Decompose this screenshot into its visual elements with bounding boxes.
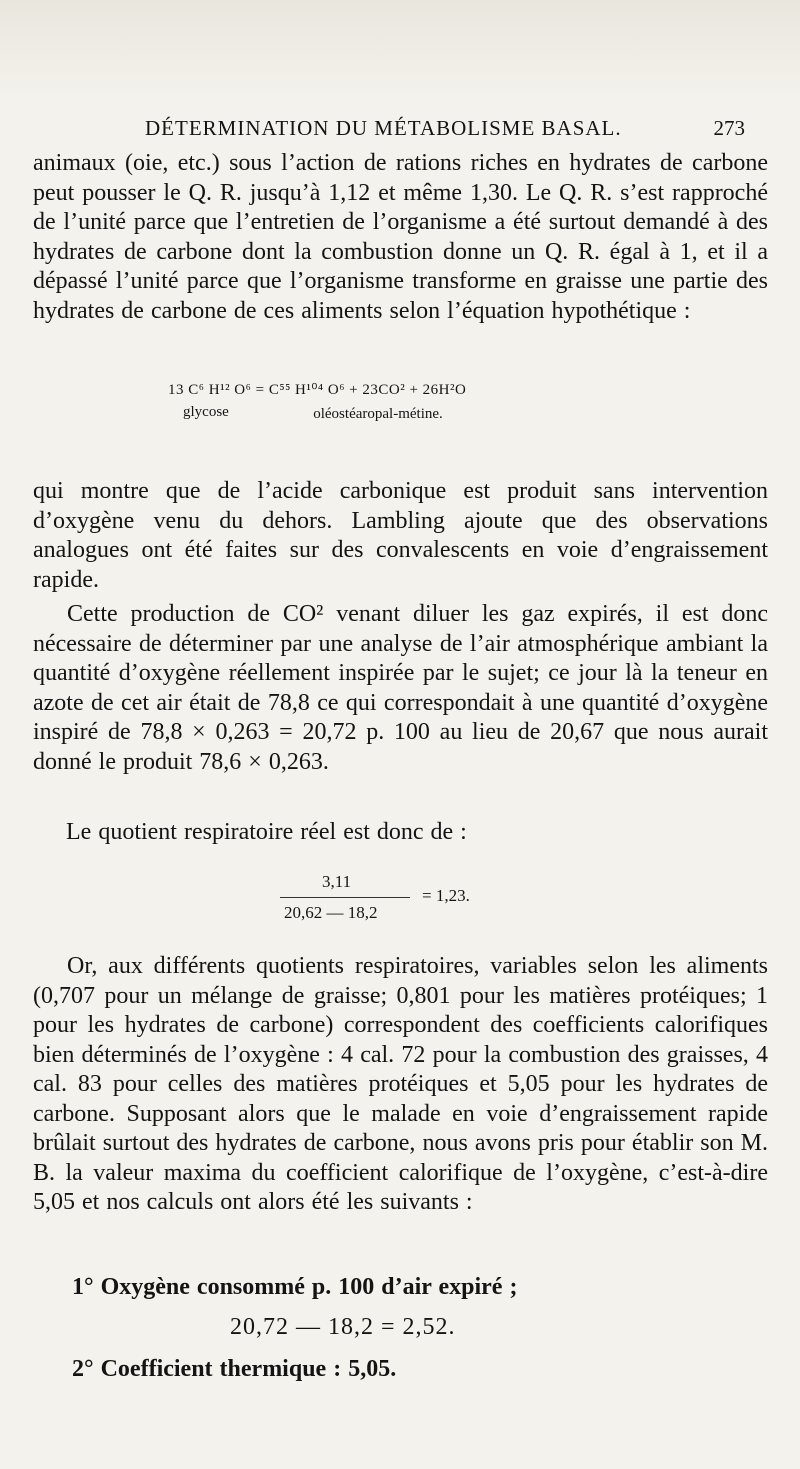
- equation-label-glycose: glycose: [183, 404, 229, 420]
- page-number: 273: [713, 116, 745, 140]
- list-item-2: [72, 1355, 752, 1385]
- running-title: DÉTERMINATION DU MÉTABOLISME BASAL.: [145, 116, 622, 140]
- fraction-result: = 1,23.: [422, 886, 470, 905]
- paragraph-2: qui montre que de l’acide carbonique est produit sans intervention d’oxygène venu du dehors. Lambling ajoute que des observations analogues ont été faites sur des convalescents en voie d’engraissement rapide.: [33, 478, 768, 593]
- paragraph-1: animaux (oie, etc.) sous l’action de rations riches en hydrates de carbone peut pousser le Q. R. jusqu’à 1,12 et même 1,30. Le Q. R. s’est rapproché de l’unité parce que l’entretien de l’organisme a été surtout demandé à des hydrates de carbone dont la combustion donne un Q. R. égal à 1, et il a dépassé l’unité parce que l’organisme transforme en graisse une partie des hydrates de carbone de ces aliments selon l’équation hypothétique :: [33, 150, 768, 324]
- list-item-2-label: 2° Coefficient thermique : 5,05.: [72, 1356, 397, 1382]
- fraction-bar: [280, 897, 410, 898]
- page-edge-shadow: [0, 0, 800, 100]
- fraction-numerator: 3,11: [322, 872, 352, 891]
- list-item-1: [72, 1273, 752, 1303]
- list-item-1-equation: 20,72 — 18,2 = 2,52.: [230, 1314, 456, 1340]
- page-header: [145, 116, 745, 142]
- paragraph-3: Cette production de CO² venant diluer les gaz expirés, il est donc nécessaire de déterminer par une analyse de l’air atmosphérique ambiant la quantité d’oxygène réellement inspirée par le sujet; ce jour là la teneur en azote de cet air était de 78,8 ce qui correspondait à une quantité d’oxygène inspiré de 78,8 × 0,263 = 20,72 p. 100 au lieu de 20,67 que nous aurait donné le produit 78,6 × 0,263.: [33, 601, 768, 775]
- fraction-denominator: 20,62 — 18,2: [284, 903, 378, 922]
- equation-label-oleo: oléostéaropal-métine.: [313, 406, 443, 422]
- quotient-fraction: [280, 872, 520, 932]
- list-item-1-label: 1° Oxygène consommé p. 100 d’air expiré ;: [72, 1274, 518, 1300]
- chemical-equation: [168, 380, 588, 460]
- equation-line: 13 C⁶ H¹² O⁶ = C⁵⁵ H¹⁰⁴ O⁶ + 23CO² + 26H²O: [168, 382, 467, 398]
- paragraph-4: Le quotient respiratoire réel est donc de :: [66, 819, 467, 845]
- paragraph-5: Or, aux différents quotients respiratoires, variables selon les aliments (0,707 pour un mélange de graisse; 0,801 pour les matières protéiques; 1 pour les hydrates de carbone) correspondent des coefficients calorifiques bien déterminés de l’oxygène : 4 cal. 72 pour la combustion des graisses, 4 cal. 83 pour celles des matières protéiques et 5,05 pour les hydrates de carbone. Supposant alors que le malade en voie d’engraissement rapide brûlait surtout des hydrates de carbone, nous avons pris pour établir son M. B. la valeur maxima du coefficient calorifique de l’oxygène, c’est-à-dire 5,05 et nos calculs ont alors été les suivants :: [33, 953, 768, 1215]
